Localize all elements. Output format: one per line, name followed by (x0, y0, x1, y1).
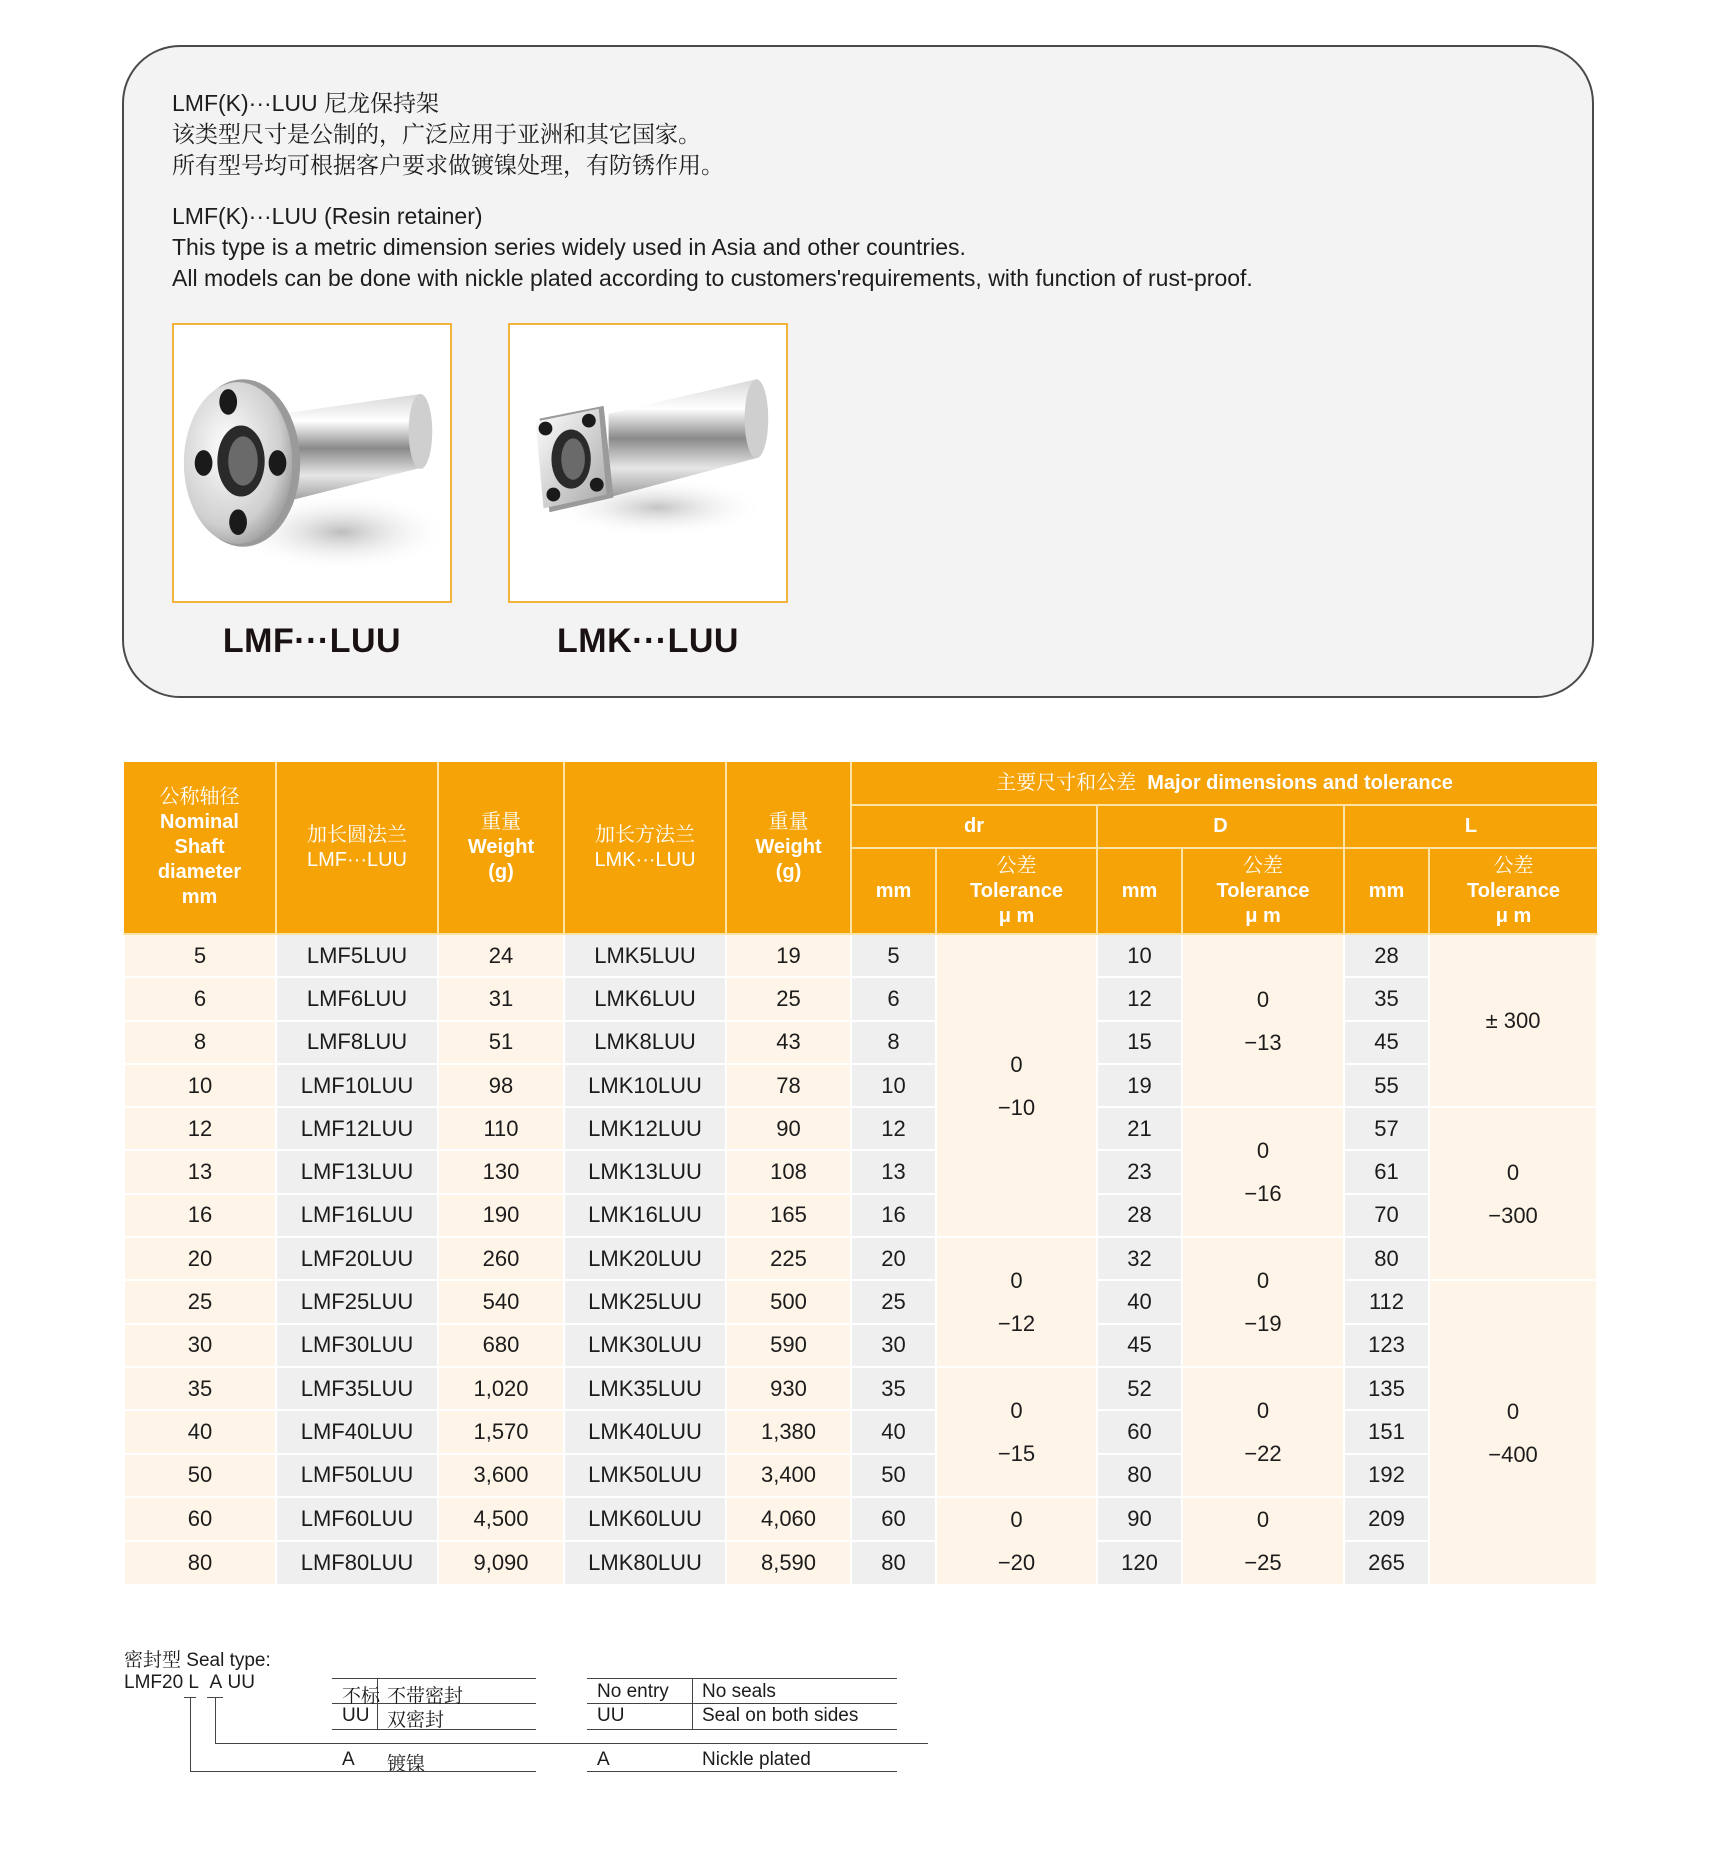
D-mm-cell: 90 (1097, 1497, 1182, 1541)
lmk-model-cell: LMK35LUU (564, 1367, 726, 1410)
shaft-diameter-cell: 5 (124, 934, 276, 977)
L-mm-cell: 192 (1344, 1454, 1429, 1497)
lmk-model-cell: LMK8LUU (564, 1021, 726, 1064)
header-dr: dr (851, 805, 1097, 848)
lmf-model-cell: LMF40LUU (276, 1410, 438, 1453)
L-tolerance-cell: ± 300 (1429, 934, 1597, 1107)
shaft-diameter-cell: 35 (124, 1367, 276, 1410)
lmf-weight-cell: 540 (438, 1280, 564, 1323)
header-L-tolerance: 公差 Tolerance μ m (1429, 848, 1597, 934)
lmf-model-cell: LMF13LUU (276, 1150, 438, 1193)
lmf-weight-cell: 1,570 (438, 1410, 564, 1453)
intro-cn-line-1: 该类型尺寸是公制的，广泛应用于亚洲和其它国家。 (172, 121, 701, 147)
D-tolerance-cell: 0 −19 (1182, 1237, 1344, 1367)
lmf-weight-cell: 680 (438, 1324, 564, 1367)
header-shaft-diameter: 公称轴径 Nominal Shaft diameter mm (124, 762, 276, 934)
lmk-weight-cell: 3,400 (726, 1454, 851, 1497)
table-row (124, 934, 1597, 977)
lmk-weight-cell: 19 (726, 934, 851, 977)
lmf-weight-cell: 110 (438, 1107, 564, 1150)
header-lmk-weight: 重量 Weight (g) (726, 762, 851, 934)
dr-tolerance-cell: 0 −20 (936, 1497, 1097, 1585)
lmf-model-cell: LMF80LUU (276, 1541, 438, 1585)
table-row (124, 1454, 1597, 1497)
table-row (124, 1324, 1597, 1367)
lmk-model-cell: LMK60LUU (564, 1497, 726, 1541)
lmk-model-cell: LMK25LUU (564, 1280, 726, 1323)
shaft-diameter-cell: 50 (124, 1454, 276, 1497)
L-mm-cell: 123 (1344, 1324, 1429, 1367)
dr-mm-cell: 5 (851, 934, 936, 977)
square-flange-bearing-icon (510, 325, 786, 601)
header-D: D (1097, 805, 1344, 848)
shaft-diameter-cell: 20 (124, 1237, 276, 1280)
dr-mm-cell: 13 (851, 1150, 936, 1193)
dr-tolerance-cell: 0 −12 (936, 1237, 1097, 1367)
L-mm-cell: 151 (1344, 1410, 1429, 1453)
L-mm-cell: 28 (1344, 934, 1429, 977)
lmf-weight-cell: 3,600 (438, 1454, 564, 1497)
D-mm-cell: 28 (1097, 1194, 1182, 1237)
D-mm-cell: 52 (1097, 1367, 1182, 1410)
lmf-weight-cell: 130 (438, 1150, 564, 1193)
shaft-diameter-cell: 13 (124, 1150, 276, 1193)
lmf-model-cell: LMF35LUU (276, 1367, 438, 1410)
header-L: L (1344, 805, 1597, 848)
table-row (124, 1064, 1597, 1107)
shaft-diameter-cell: 10 (124, 1064, 276, 1107)
intro-cn-line-2: 所有型号均可根据客户要求做镀镍处理，有防锈作用。 (172, 152, 724, 178)
L-tolerance-cell: 0 −400 (1429, 1280, 1597, 1584)
L-mm-cell: 35 (1344, 977, 1429, 1020)
shaft-diameter-cell: 6 (124, 977, 276, 1020)
dr-mm-cell: 10 (851, 1064, 936, 1107)
lmf-weight-cell: 98 (438, 1064, 564, 1107)
intro-text (172, 88, 1552, 294)
lmk-model-cell: LMK50LUU (564, 1454, 726, 1497)
header-dr-tolerance: 公差 Tolerance μ m (936, 848, 1097, 934)
lmf-weight-cell: 24 (438, 934, 564, 977)
table-row (124, 1107, 1597, 1150)
intro-en-title: LMF(K)···LUU (Resin retainer) (172, 203, 483, 229)
table-row (124, 1497, 1597, 1541)
table-row (124, 1021, 1597, 1064)
D-mm-cell: 45 (1097, 1324, 1182, 1367)
dr-mm-cell: 20 (851, 1237, 936, 1280)
lmk-model-cell: LMK10LUU (564, 1064, 726, 1107)
lmk-model-cell: LMK80LUU (564, 1541, 726, 1585)
table-row (124, 1150, 1597, 1193)
square-flange-bearing-image (508, 323, 788, 603)
D-mm-cell: 23 (1097, 1150, 1182, 1193)
table-row (124, 1237, 1597, 1280)
lmk-weight-cell: 108 (726, 1150, 851, 1193)
lmk-model-cell: LMK13LUU (564, 1150, 726, 1193)
L-mm-cell: 112 (1344, 1280, 1429, 1323)
lmf-weight-cell: 260 (438, 1237, 564, 1280)
spec-table (123, 762, 1598, 1586)
header-lmf-weight: 重量 Weight (g) (438, 762, 564, 934)
L-mm-cell: 209 (1344, 1497, 1429, 1541)
dr-mm-cell: 40 (851, 1410, 936, 1453)
lmf-weight-cell: 4,500 (438, 1497, 564, 1541)
header-D-mm: mm (1097, 848, 1182, 934)
lmk-weight-cell: 165 (726, 1194, 851, 1237)
lmk-weight-cell: 4,060 (726, 1497, 851, 1541)
table-row (124, 977, 1597, 1020)
lmk-weight-cell: 590 (726, 1324, 851, 1367)
shaft-diameter-cell: 12 (124, 1107, 276, 1150)
lmk-weight-cell: 90 (726, 1107, 851, 1150)
L-mm-cell: 265 (1344, 1541, 1429, 1585)
D-mm-cell: 19 (1097, 1064, 1182, 1107)
table-row (124, 1280, 1597, 1323)
lmk-weight-cell: 930 (726, 1367, 851, 1410)
lmf-model-cell: LMF8LUU (276, 1021, 438, 1064)
D-mm-cell: 80 (1097, 1454, 1182, 1497)
dr-mm-cell: 16 (851, 1194, 936, 1237)
lmk-weight-cell: 225 (726, 1237, 851, 1280)
lmf-weight-cell: 9,090 (438, 1541, 564, 1585)
round-flange-bearing-icon (174, 325, 450, 601)
L-mm-cell: 80 (1344, 1237, 1429, 1280)
lmk-weight-cell: 78 (726, 1064, 851, 1107)
shaft-diameter-cell: 30 (124, 1324, 276, 1367)
lmk-model-cell: LMK5LUU (564, 934, 726, 977)
dr-tolerance-cell: 0 −15 (936, 1367, 1097, 1497)
lmk-model-cell: LMK12LUU (564, 1107, 726, 1150)
lmk-model-cell: LMK6LUU (564, 977, 726, 1020)
dr-mm-cell: 60 (851, 1497, 936, 1541)
table-row (124, 1367, 1597, 1410)
shaft-diameter-cell: 16 (124, 1194, 276, 1237)
lmf-model-cell: LMF25LUU (276, 1280, 438, 1323)
header-D-tolerance: 公差 Tolerance μ m (1182, 848, 1344, 934)
lmf-weight-cell: 31 (438, 977, 564, 1020)
intro-cn-title: LMF(K)···LUU 尼龙保持架 (172, 90, 440, 116)
lmk-model-cell: LMK20LUU (564, 1237, 726, 1280)
dr-mm-cell: 50 (851, 1454, 936, 1497)
intro-en-line-1: This type is a metric dimension series widely used in Asia and other countries. (172, 234, 966, 260)
product-label-lmf: LMF···LUU (222, 622, 402, 660)
header-L-mm: mm (1344, 848, 1429, 934)
lmk-weight-cell: 25 (726, 977, 851, 1020)
lmk-model-cell: LMK30LUU (564, 1324, 726, 1367)
lmf-model-cell: LMF6LUU (276, 977, 438, 1020)
D-mm-cell: 40 (1097, 1280, 1182, 1323)
header-dr-mm: mm (851, 848, 936, 934)
lmf-model-cell: LMF20LUU (276, 1237, 438, 1280)
lmf-model-cell: LMF60LUU (276, 1497, 438, 1541)
shaft-diameter-cell: 80 (124, 1541, 276, 1585)
table-row (124, 1541, 1597, 1585)
dr-mm-cell: 8 (851, 1021, 936, 1064)
L-tolerance-cell: 0 −300 (1429, 1107, 1597, 1280)
lmf-model-cell: LMF50LUU (276, 1454, 438, 1497)
lmf-model-cell: LMF16LUU (276, 1194, 438, 1237)
round-flange-bearing-image (172, 323, 452, 603)
D-mm-cell: 32 (1097, 1237, 1182, 1280)
lmf-model-cell: LMF5LUU (276, 934, 438, 977)
lmk-weight-cell: 43 (726, 1021, 851, 1064)
product-label-lmk: LMK···LUU (557, 622, 739, 660)
lmk-model-cell: LMK40LUU (564, 1410, 726, 1453)
lmf-weight-cell: 1,020 (438, 1367, 564, 1410)
D-mm-cell: 120 (1097, 1541, 1182, 1585)
L-mm-cell: 135 (1344, 1367, 1429, 1410)
dr-mm-cell: 25 (851, 1280, 936, 1323)
header-major-dimensions: 主要尺寸和公差 Major dimensions and tolerance (851, 762, 1597, 805)
lmf-model-cell: LMF10LUU (276, 1064, 438, 1107)
L-mm-cell: 55 (1344, 1064, 1429, 1107)
lmf-model-cell: LMF30LUU (276, 1324, 438, 1367)
intro-en-line-2: All models can be done with nickle plated according to customers'requirements, with function of rust-proof. (172, 265, 1253, 291)
lmk-weight-cell: 500 (726, 1280, 851, 1323)
lmk-weight-cell: 8,590 (726, 1541, 851, 1585)
lmf-model-cell: LMF12LUU (276, 1107, 438, 1150)
L-mm-cell: 45 (1344, 1021, 1429, 1064)
header-lmk-model: 加长方法兰 LMK···LUU (564, 762, 726, 934)
lmf-weight-cell: 51 (438, 1021, 564, 1064)
table-row (124, 1410, 1597, 1453)
L-mm-cell: 61 (1344, 1150, 1429, 1193)
shaft-diameter-cell: 25 (124, 1280, 276, 1323)
L-mm-cell: 57 (1344, 1107, 1429, 1150)
dr-mm-cell: 30 (851, 1324, 936, 1367)
D-mm-cell: 10 (1097, 934, 1182, 977)
D-mm-cell: 21 (1097, 1107, 1182, 1150)
spec-table-body (124, 934, 1597, 1585)
dr-mm-cell: 6 (851, 977, 936, 1020)
seal-type-legend: 密封型 Seal type: LMF20 L A UU 不标 不带密封 UU 双密封 A 镀镍 No entry No seals UU Seal on both sides A Nickle plated (124, 1645, 944, 1795)
seal-type-title: 密封型 Seal type: (124, 1650, 271, 1671)
lmf-weight-cell: 190 (438, 1194, 564, 1237)
D-mm-cell: 12 (1097, 977, 1182, 1020)
header-lmf-model: 加长圆法兰 LMF···LUU (276, 762, 438, 934)
dr-mm-cell: 35 (851, 1367, 936, 1410)
lmk-model-cell: LMK16LUU (564, 1194, 726, 1237)
L-mm-cell: 70 (1344, 1194, 1429, 1237)
D-mm-cell: 60 (1097, 1410, 1182, 1453)
shaft-diameter-cell: 8 (124, 1021, 276, 1064)
shaft-diameter-cell: 40 (124, 1410, 276, 1453)
D-tolerance-cell: 0 −16 (1182, 1107, 1344, 1237)
lmk-weight-cell: 1,380 (726, 1410, 851, 1453)
dr-mm-cell: 12 (851, 1107, 936, 1150)
seal-type-code: LMF20 L A UU (124, 1672, 255, 1693)
D-tolerance-cell: 0 −13 (1182, 934, 1344, 1107)
shaft-diameter-cell: 60 (124, 1497, 276, 1541)
D-mm-cell: 15 (1097, 1021, 1182, 1064)
dr-tolerance-cell: 0 −10 (936, 934, 1097, 1237)
D-tolerance-cell: 0 −22 (1182, 1367, 1344, 1497)
dr-mm-cell: 80 (851, 1541, 936, 1585)
table-row (124, 1194, 1597, 1237)
D-tolerance-cell: 0 −25 (1182, 1497, 1344, 1585)
